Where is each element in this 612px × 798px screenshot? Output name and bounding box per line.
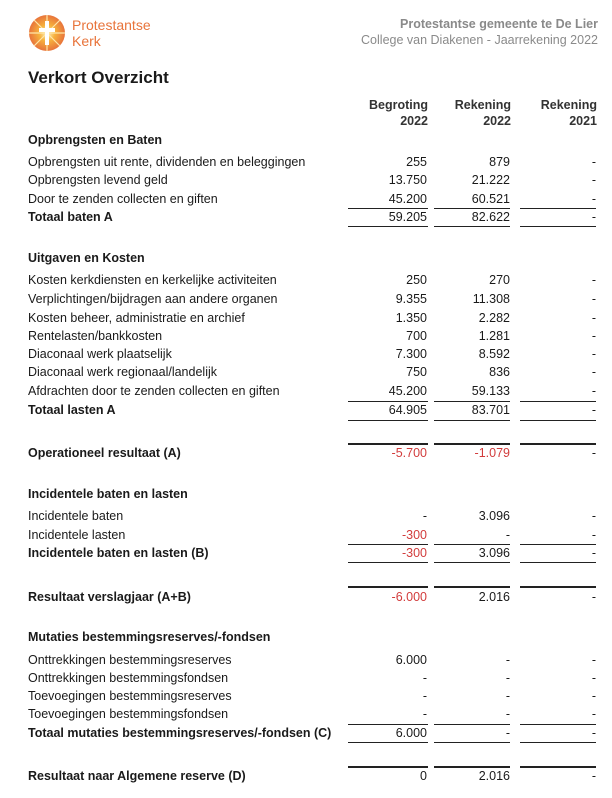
value-rekening-2022: 3.096 [478, 546, 510, 560]
logo-text-line1: Protestantse [72, 17, 151, 33]
total-rule [520, 562, 596, 563]
row-label: Afdrachten door te zenden collecten en giften [28, 384, 280, 398]
total-rule [348, 443, 428, 445]
value-rekening-2022: 270 [489, 273, 510, 287]
value-rekening-2022: 59.133 [471, 384, 510, 398]
value-rekening-2021: - [591, 707, 596, 721]
value-begroting-2022: -6.000 [391, 590, 427, 604]
row-label: Diaconaal werk regionaal/landelijk [28, 365, 217, 379]
value-rekening-2022: 836 [489, 365, 510, 379]
table-row-heading [0, 401, 612, 419]
value-rekening-2022: - [505, 726, 510, 740]
column-header-rekening-2021: Rekening 2021 [540, 98, 597, 128]
value-rekening-2022: 2.282 [478, 311, 510, 325]
total-rule [520, 742, 596, 743]
total-rule [348, 208, 428, 209]
value-begroting-2022: 6.000 [395, 726, 427, 740]
column-header-rekening-2022: Rekening 2022 [454, 98, 511, 128]
table-row-heading [0, 767, 612, 785]
total-rule [520, 443, 596, 445]
table-row-heading [0, 485, 612, 503]
value-rekening-2021: - [591, 671, 596, 685]
value-rekening-2021: - [591, 384, 596, 398]
table-row-heading [0, 544, 612, 562]
total-rule [434, 586, 510, 588]
value-rekening-2022: 1.281 [478, 329, 510, 343]
table-row-heading [0, 444, 612, 462]
value-rekening-2022: - [505, 671, 510, 685]
value-begroting-2022: 0 [420, 769, 427, 783]
value-rekening-2022: 8.592 [478, 347, 510, 361]
value-begroting-2022: - [422, 689, 427, 703]
value-rekening-2021: - [591, 155, 596, 169]
total-rule [520, 226, 596, 227]
row-label: Totaal baten A [28, 210, 113, 224]
total-rule [434, 544, 510, 545]
row-label: Mutaties bestemmingsreserves/-fondsen [28, 630, 271, 644]
total-rule [520, 208, 596, 209]
total-rule [520, 724, 596, 725]
value-rekening-2022: - [505, 528, 510, 542]
table-row [0, 153, 612, 171]
row-label: Kosten kerkdiensten en kerkelijke activiteiten [28, 273, 277, 287]
organization-name: Protestantse gemeente te De Lier [400, 17, 598, 31]
table-row-heading [0, 628, 612, 646]
value-rekening-2021: - [591, 590, 596, 604]
logo [28, 14, 178, 54]
value-rekening-2021: - [591, 446, 596, 460]
value-begroting-2022: 59.205 [388, 210, 427, 224]
logo-text-line2: Kerk [72, 33, 101, 49]
table-row [0, 290, 612, 308]
table-row [0, 382, 612, 400]
total-rule [348, 226, 428, 227]
table-row-heading [0, 208, 612, 226]
total-rule [434, 226, 510, 227]
table-row [0, 271, 612, 289]
value-rekening-2021: - [591, 210, 596, 224]
value-begroting-2022: 250 [406, 273, 427, 287]
total-rule [434, 401, 510, 402]
total-rule [348, 562, 428, 563]
value-begroting-2022: - [422, 707, 427, 721]
value-begroting-2022: 1.350 [395, 311, 427, 325]
value-rekening-2021: - [591, 365, 596, 379]
table-row [0, 687, 612, 705]
total-rule [520, 420, 596, 421]
value-rekening-2022: 83.701 [471, 403, 510, 417]
row-label: Opbrengsten en Baten [28, 133, 163, 147]
row-label: Totaal mutaties bestemmingsreserves/-fondsen (C) [28, 726, 332, 740]
row-label: Resultaat naar Algemene reserve (D) [28, 769, 246, 783]
value-begroting-2022: 750 [406, 365, 427, 379]
value-rekening-2022: 11.308 [472, 292, 510, 306]
row-label: Onttrekkingen bestemmingsreserves [28, 653, 232, 667]
value-begroting-2022: 64.905 [388, 403, 427, 417]
value-rekening-2022: 2.016 [478, 769, 510, 783]
total-rule [348, 401, 428, 402]
row-label: Onttrekkingen bestemmingsfondsen [28, 671, 229, 685]
row-label: Incidentele lasten [28, 528, 126, 542]
row-label: Uitgaven en Kosten [28, 251, 145, 265]
value-rekening-2021: - [591, 653, 596, 667]
value-rekening-2021: - [591, 689, 596, 703]
value-rekening-2021: - [591, 726, 596, 740]
row-label: Door te zenden collecten en giften [28, 192, 218, 206]
table-row-heading [0, 724, 612, 742]
protestantse-kerk-logo-icon [28, 14, 66, 52]
value-begroting-2022: 9.355 [395, 292, 427, 306]
value-rekening-2022: - [505, 689, 510, 703]
table-row [0, 363, 612, 381]
value-begroting-2022: 255 [406, 155, 427, 169]
total-rule [520, 401, 596, 402]
value-begroting-2022: 13.750 [388, 173, 427, 187]
value-rekening-2021: - [591, 403, 596, 417]
total-rule [434, 742, 510, 743]
page-title: Verkort Overzicht [28, 68, 169, 87]
value-rekening-2022: 879 [489, 155, 510, 169]
value-rekening-2021: - [591, 347, 596, 361]
total-rule [434, 443, 510, 445]
table-row [0, 327, 612, 345]
table-row [0, 705, 612, 723]
value-rekening-2021: - [591, 273, 596, 287]
row-label: Toevoegingen bestemmingsfondsen [28, 707, 229, 721]
value-begroting-2022: 45.200 [388, 384, 427, 398]
total-rule [434, 724, 510, 725]
table-row [0, 345, 612, 363]
table-row [0, 526, 612, 544]
table-row-heading [0, 249, 612, 267]
row-label: Resultaat verslagjaar (A+B) [28, 590, 191, 604]
value-begroting-2022: -300 [401, 528, 427, 542]
value-begroting-2022: -5.700 [391, 446, 427, 460]
value-rekening-2021: - [591, 173, 596, 187]
row-label: Totaal lasten A [28, 403, 116, 417]
value-begroting-2022: 45.200 [388, 192, 427, 206]
value-rekening-2022: -1.079 [474, 446, 510, 460]
column-header-begroting-2022: Begroting 2022 [368, 98, 428, 128]
value-begroting-2022: 700 [406, 329, 427, 343]
row-label: Rentelasten/bankkosten [28, 329, 163, 343]
value-rekening-2022: 2.016 [478, 590, 510, 604]
table-row-heading [0, 131, 612, 149]
total-rule [348, 586, 428, 588]
total-rule [348, 420, 428, 421]
value-begroting-2022: 7.300 [395, 347, 427, 361]
table-row [0, 651, 612, 669]
value-begroting-2022: - [422, 671, 427, 685]
total-rule [520, 766, 596, 768]
row-label: Incidentele baten en lasten [28, 487, 188, 501]
document-subtitle: College van Diakenen - Jaarrekening 2022 [361, 33, 598, 47]
value-rekening-2021: - [591, 329, 596, 343]
total-rule [520, 544, 596, 545]
value-begroting-2022: - [422, 509, 427, 523]
row-label: Toevoegingen bestemmingsreserves [28, 689, 232, 703]
total-rule [434, 420, 510, 421]
value-rekening-2022: 60.521 [471, 192, 510, 206]
total-rule [434, 208, 510, 209]
row-label: Verplichtingen/bijdragen aan andere organen [28, 292, 278, 306]
value-rekening-2022: 82.622 [471, 210, 510, 224]
total-rule [348, 544, 428, 545]
table-row [0, 171, 612, 189]
row-label: Opbrengsten uit rente, dividenden en beleggingen [28, 155, 306, 169]
value-begroting-2022: -300 [401, 546, 427, 560]
value-rekening-2022: 3.096 [478, 509, 510, 523]
total-rule [434, 766, 510, 768]
row-label: Kosten beheer, administratie en archief [28, 311, 245, 325]
row-label: Incidentele baten [28, 509, 124, 523]
document-header [361, 16, 598, 48]
total-rule [348, 766, 428, 768]
total-rule [434, 562, 510, 563]
table-row [0, 309, 612, 327]
table-row [0, 190, 612, 208]
value-rekening-2022: - [505, 653, 510, 667]
total-rule [348, 742, 428, 743]
value-rekening-2021: - [591, 311, 596, 325]
value-begroting-2022: 6.000 [395, 653, 427, 667]
row-label: Diaconaal werk plaatselijk [28, 347, 172, 361]
row-label: Opbrengsten levend geld [28, 173, 168, 187]
value-rekening-2021: - [591, 292, 596, 306]
value-rekening-2022: - [505, 707, 510, 721]
value-rekening-2022: 21.222 [471, 173, 510, 187]
value-rekening-2021: - [591, 769, 596, 783]
table-row [0, 507, 612, 525]
value-rekening-2021: - [591, 546, 596, 560]
value-rekening-2021: - [591, 509, 596, 523]
table-row [0, 669, 612, 687]
row-label: Operationeel resultaat (A) [28, 446, 181, 460]
total-rule [520, 586, 596, 588]
total-rule [348, 724, 428, 725]
value-rekening-2021: - [591, 192, 596, 206]
row-label: Incidentele baten en lasten (B) [28, 546, 209, 560]
table-row-heading [0, 588, 612, 606]
value-rekening-2021: - [591, 528, 596, 542]
